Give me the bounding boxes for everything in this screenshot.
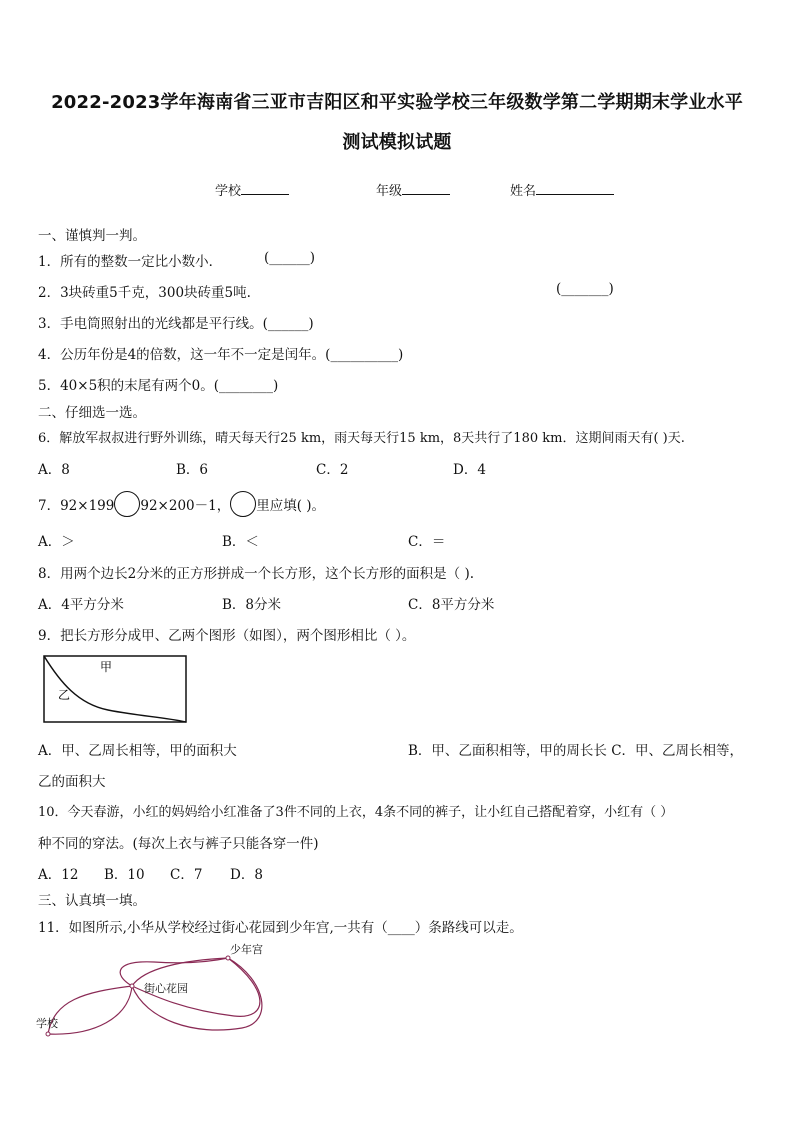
question-6-option-d[interactable]: D．4 <box>453 462 486 478</box>
question-2-blank[interactable]: (_______) <box>556 281 614 297</box>
route-school-garden-1 <box>48 986 132 1034</box>
question-7 <box>38 494 325 517</box>
node-palace <box>226 956 230 960</box>
question-9: 9．把长方形分成甲、乙两个图形（如图），两个图形相比（ ）。 <box>38 628 416 644</box>
question-7-option-a[interactable]: A．＞ <box>38 534 75 550</box>
name-field <box>510 180 614 199</box>
question-8-option-c[interactable]: C．8平方分米 <box>408 597 495 613</box>
question-6-option-c[interactable]: C．2 <box>316 462 349 478</box>
question-10-option-b[interactable]: B．10 <box>104 867 145 883</box>
label-palace: 少年宫 <box>230 943 263 956</box>
question-6: 6．解放军叔叔进行野外训练，晴天每天行25 km，雨天每天行15 km，8天共行了180 km．这期间雨天有( )天. <box>38 431 685 446</box>
question-6-option-a[interactable]: A．8 <box>38 462 70 478</box>
question-10-option-a[interactable]: A．12 <box>38 867 79 883</box>
question-9-option-a[interactable]: A．甲、乙周长相等，甲的面积大 <box>38 743 237 759</box>
label-jia: 甲 <box>100 660 113 674</box>
grade-blank[interactable] <box>402 182 450 195</box>
question-8-option-a[interactable]: A．4平方分米 <box>38 597 124 613</box>
question-7-option-b[interactable]: B．＜ <box>222 534 259 550</box>
node-garden <box>130 984 134 988</box>
school-blank[interactable] <box>241 182 289 195</box>
question-8-option-b[interactable]: B．8分米 <box>222 597 282 613</box>
question-9-option-c-continued: 乙的面积大 <box>38 774 106 790</box>
node-school <box>46 1032 50 1036</box>
question-10-option-c[interactable]: C．7 <box>170 867 203 883</box>
question-7-option-c[interactable]: C．＝ <box>408 534 446 550</box>
question-7-part-b: 92×200－1， <box>140 498 231 514</box>
question-11-route-figure <box>34 940 284 1040</box>
question-2: 2．3块砖重5千克，300块砖重5吨. <box>38 285 251 301</box>
section1-heading: 一、谨慎判一判。 <box>38 228 146 244</box>
section2-heading: 二、仔细选一选。 <box>38 405 146 421</box>
school-field <box>215 180 289 199</box>
question-6-option-b[interactable]: B．6 <box>176 462 209 478</box>
name-label: 姓名 <box>510 184 537 199</box>
grade-field <box>376 180 450 199</box>
question-10-line1: 10．今天春游，小红的妈妈给小红准备了3件不同的上衣，4条不同的裤子，让小红自己搭配着穿，小红有（ ） <box>38 805 674 820</box>
question-8: 8．用两个边长2分米的正方形拼成一个长方形，这个长方形的面积是（ ). <box>38 566 475 582</box>
question-9-figure <box>38 652 194 728</box>
question-10-option-d[interactable]: D．8 <box>230 867 263 883</box>
question-10-line2: 种不同的穿法。(每次上衣与裤子只能各穿一件) <box>38 836 319 852</box>
question-1-blank[interactable]: (______) <box>264 250 316 266</box>
question-7-part-a: 7．92×199 <box>38 498 115 514</box>
page-title-line1: 2022-2023学年海南省三亚市吉阳区和平实验学校三年级数学第二学期期末学业水平 <box>51 92 743 113</box>
label-school: 学校 <box>36 1017 58 1030</box>
name-blank[interactable] <box>536 182 614 195</box>
label-yi: 乙 <box>58 688 71 702</box>
school-label: 学校 <box>215 184 242 199</box>
compare-circle-icon <box>230 491 256 517</box>
question-11: 11．如图所示,小华从学校经过街心花园到少年宫,一共有（____）条路线可以走。 <box>38 920 523 936</box>
question-1: 1．所有的整数一定比小数小． <box>38 254 223 270</box>
question-9-option-bc[interactable]: B．甲、乙面积相等，甲的周长长 C．甲、乙周长相等， <box>408 743 744 759</box>
question-7-part-c: 里应填( )。 <box>256 498 326 514</box>
page-title-line2: 测试模拟试题 <box>342 132 452 153</box>
label-garden: 街心花园 <box>144 982 188 995</box>
section3-heading: 三、认真填一填。 <box>38 893 146 909</box>
question-3: 3．手电筒照射出的光线都是平行线。(______) <box>38 316 314 332</box>
question-5: 5．40×5积的末尾有两个0。(________) <box>38 378 279 394</box>
question-4: 4．公历年份是4的倍数，这一年不一定是闰年。(__________) <box>38 347 404 363</box>
compare-circle-icon[interactable] <box>114 491 140 517</box>
grade-label: 年级 <box>376 184 403 199</box>
